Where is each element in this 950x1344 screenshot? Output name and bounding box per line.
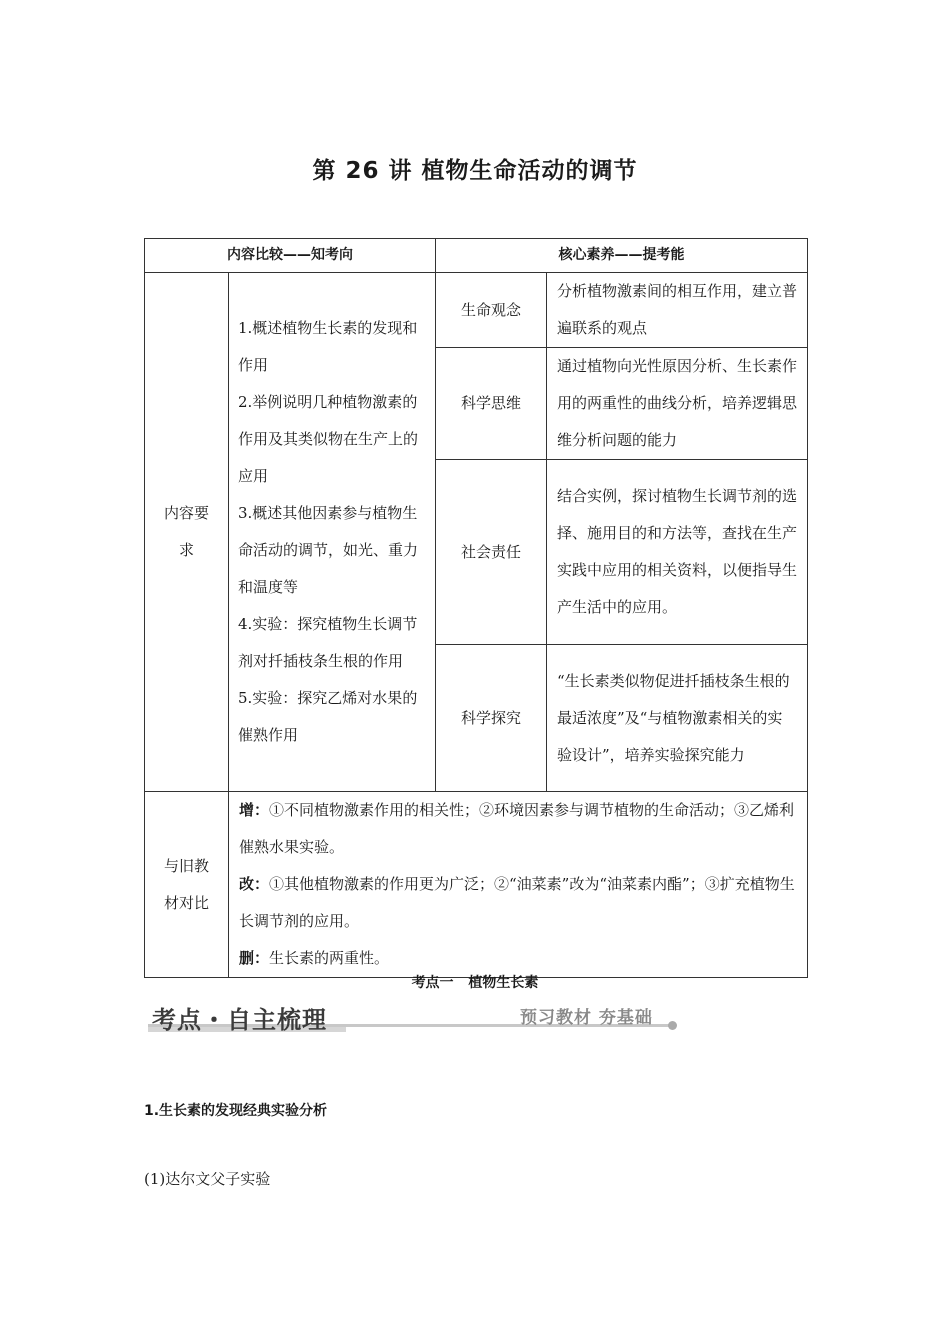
quality-desc: 通过植物向光性原因分析、生长素作用的两重性的曲线分析，培养逻辑思维分析问题的能力 (547, 348, 808, 460)
table-header-row (145, 239, 808, 273)
change-text: ①其他植物激素的作用更为广泛；②“油菜素”改为“油菜素内酯”；③扩充植物生长调节剂的应用。 (239, 875, 795, 930)
quality-name: 科学探究 (436, 645, 547, 792)
table-row (145, 792, 808, 978)
requirement-item: 2.举例说明几种植物激素的作用及其类似物在生产上的应用 (238, 393, 419, 485)
kaodian-heading: 考点一 植物生长素 (411, 975, 539, 991)
compare-add (239, 792, 797, 866)
table-row (145, 273, 808, 348)
quality-name: 科学思维 (436, 348, 547, 460)
banner-title: 考点・自主梳理 (152, 1006, 327, 1034)
header-core-literacy: 核心素养——提考能 (436, 239, 808, 273)
requirement-item: 5.实验：探究乙烯对水果的催熟作用 (238, 689, 418, 744)
quality-name: 社会责任 (436, 460, 547, 645)
section-banner (148, 1000, 688, 1036)
requirements-row-label: 内容要求 (145, 273, 229, 792)
content-comparison-table (144, 238, 808, 978)
quality-desc: 结合实例，探讨植物生长调节剂的选择、施用目的和方法等，查找在生产实践中应用的相关资料，以便指导生产生活中的应用。 (547, 460, 808, 645)
header-content-comparison: 内容比较——知考向 (145, 239, 436, 273)
section-heading: 1.生长素的发现经典实验分析 (144, 1103, 328, 1119)
subsection-heading: (1)达尔文父子实验 (144, 1170, 271, 1188)
requirements-cell (229, 273, 436, 792)
quality-desc: 分析植物激素间的相互作用，建立普遍联系的观点 (547, 273, 808, 348)
requirement-item: 4.实验：探究植物生长调节剂对扦插枝条生根的作用 (238, 615, 418, 670)
add-text: ①不同植物激素作用的相关性；②环境因素参与调节植物的生命活动；③乙烯利催熟水果实验。 (239, 801, 795, 856)
delete-text: 生长素的两重性。 (269, 949, 390, 967)
change-label: 改： (239, 875, 270, 893)
quality-desc: “生长素类似物促进扦插枝条生根的最适浓度”及“与植物激素相关的实验设计”，培养实验探究能力 (547, 645, 808, 792)
compare-change (239, 866, 797, 940)
add-label: 增： (239, 801, 270, 819)
quality-name: 生命观念 (436, 273, 547, 348)
requirement-item: 1.概述植物生长素的发现和作用 (238, 319, 418, 374)
compare-row-label: 与旧教材对比 (145, 792, 229, 978)
banner-subtitle: 预习教材 夯基础 (520, 1008, 653, 1028)
banner-dot-icon (668, 1021, 677, 1030)
requirement-item: 3.概述其他因素参与植物生命活动的调节，如光、重力和温度等 (238, 504, 419, 596)
delete-label: 删： (239, 949, 270, 967)
page-title: 第 26 讲 植物生命活动的调节 (312, 158, 638, 184)
compare-cell (229, 792, 808, 978)
